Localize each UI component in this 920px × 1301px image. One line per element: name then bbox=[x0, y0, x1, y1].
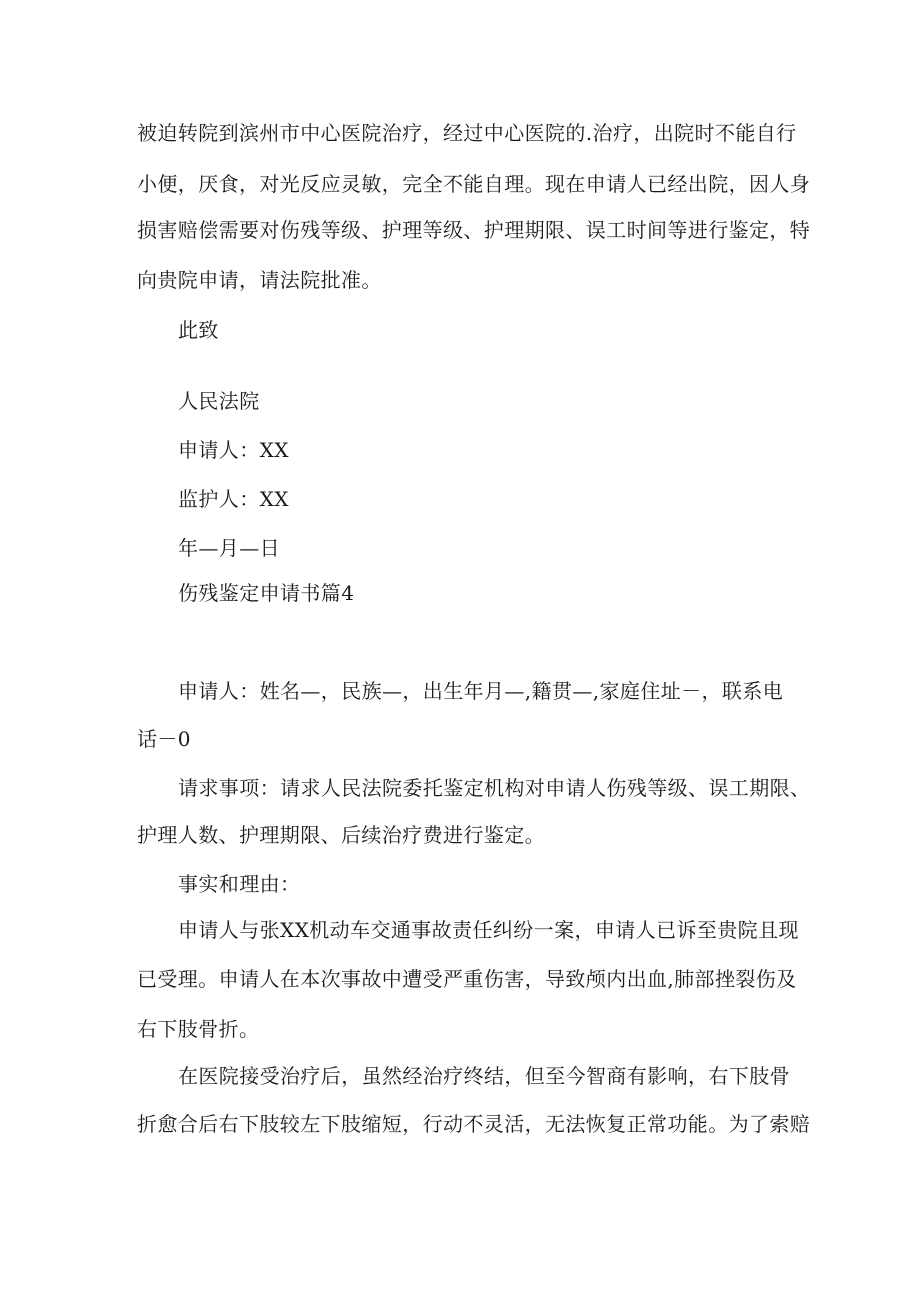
paragraph-line: 申请人与张XX机动车交通事故责任纠纷一案，申请人已诉至贵院且现 bbox=[178, 918, 799, 942]
paragraph-line: 请求事项：请求人民法院委托鉴定机构对申请人伤残等级、误工期限、 bbox=[178, 776, 811, 800]
applicant-signature: 申请人：XX bbox=[178, 438, 289, 462]
date-line: 年—月—日 bbox=[178, 536, 280, 560]
paragraph-heading: 事实和理由： bbox=[178, 872, 301, 896]
paragraph-line: 向贵院申请，请法院批准。 bbox=[137, 268, 382, 292]
paragraph-line: 损害赔偿需要对伤残等级、护理等级、护理期限、误工时间等进行鉴定，特 bbox=[137, 218, 811, 242]
paragraph-line: 被迫转院到滨州市中心医院治疗，经过中心医院的.治疗，出院时不能自行 bbox=[137, 121, 797, 145]
paragraph-line: 话－0 bbox=[137, 727, 191, 751]
paragraph-line: 申请人：姓名—，民族—，出生年月—,籍贯—,家庭住址－，联系电 bbox=[178, 679, 784, 703]
paragraph-line: 右下肢骨折。 bbox=[137, 1017, 260, 1041]
salutation: 此致 bbox=[178, 318, 219, 342]
paragraph-line: 已受理。申请人在本次事故中遭受严重伤害，导致颅内出血,肺部挫裂伤及 bbox=[137, 967, 797, 991]
guardian-signature: 监护人：XX bbox=[178, 487, 289, 511]
paragraph-line: 小便，厌食，对光反应灵敏，完全不能自理。现在申请人已经出院，因人身 bbox=[137, 172, 811, 196]
recipient-court: 人民法院 bbox=[178, 389, 260, 413]
paragraph-line: 在医院接受治疗后，虽然经治疗终结，但至今智商有影响，右下肢骨 bbox=[178, 1064, 790, 1088]
paragraph-line: 护理人数、护理期限、后续治疗费进行鉴定。 bbox=[137, 823, 545, 847]
section-title: 伤残鉴定申请书篇4 bbox=[178, 581, 355, 605]
paragraph-line: 折愈合后右下肢较左下肢缩短，行动不灵活，无法恢复正常功能。为了索赔 bbox=[137, 1112, 811, 1136]
